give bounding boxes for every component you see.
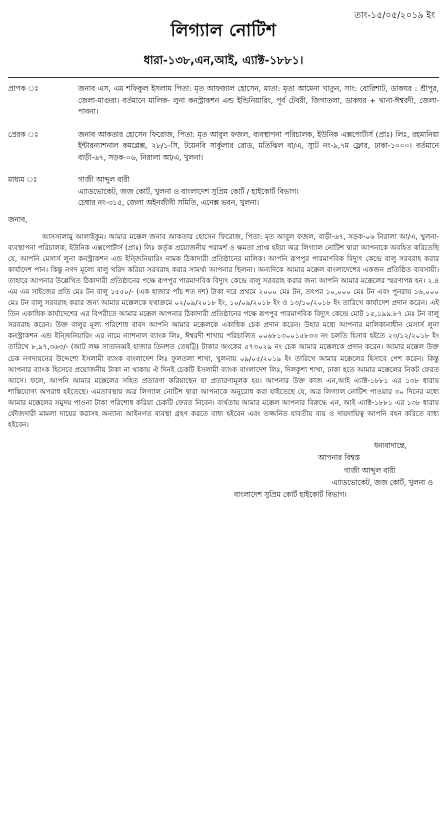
signatory-title-1: এ্যাডভোকেট, জজ কোর্ট, খুলনা ও xyxy=(332,477,433,487)
notice-body: আসসালামু আলাইকুম। আমার মক্কেল জনাব আকতার হোসেন ফিরোজ, পিতা: মৃত আবুল ফজল, বাড়ী-৬৭, সড়ক-০৬ নিরালা আ/এ, খুলনা- ব্যবস্থাপনা পরিচালক, ইউনিক এক্সপোর্টার্স (প্রাঃ) লিঃ কর্তৃক প্রয়োজনীয় পরামর্শ ও ক্ষমতা প্রাপ্ত হইয়া অত্র লিগ্যাল নোটিশ দ্বারা আপনাকে অবহিত করিতেছি যে, আপনি মেসার্স লুনা কনস্ট্রাকশন এন্ড ইন্জিনিয়ারিং নামক ঠিকাদারী প্রতিষ্ঠানের মালিক। আপনি রূপপুর পারমাণবিক বিদ্যুৎ কেন্দ্রে বালু সরবরাহ করার কার্যাদেশ পান। কিন্তু নগদ মূল্যে বালু খরিদ করিয়া সরবরাহ করার সামর্থ্য আপনার ছিলনা। অন্যদিকে আমার মক্কেল বাংলাদেশের একজন প্রতিষ্ঠিত ব্যবসায়ী। তাহারে আপনার উল্লেখিত ঠিকাদারী প্রতিষ্ঠানের পক্ষে রূপপুর পারমাণবিক বিদ্যুৎ কেন্দ্রে বালু সরবরাহ করার জন্য আপনি আমার মক্কেলের স্মরণাপন্ন হন। ২.৪ এম এম সাইজের প্রতি মেঃ টন বালু ১৫৫০/- (এক হাজার পাঁচ শত দশ) টাকা দরে প্রথমে ২০০০ মেঃ টন, তৎপর ১০,০০০ মেঃ টন এবং পুনরায় ১৬,০০০ মেঃ টন বালু সরবরাহ করার জন্য আমার মক্কেলকে যথাক্রমে ০২/০৯/২০১৮ ইং, ১০/০৯/২০১৮ ইং ও ১৩/১০/২০১৮ ইং তারিখে কার্যাদেশ প্রদান করেন। এই তিন একাধিক কার্যাদেশের এর বিপরীতে আমার মক্কেল আপনার ঠিকাদারী প্রতিষ্ঠানের পক্ষে রূপপুর পারমাণবিক বিদ্যুৎ কেন্দ্রে মোট ১৫,১৯৯.৮৭ মেঃ টন বালু সরবরাহ করেন। উক্ত বালুর মূল্য পরিশোধ বাবদ আপনি আমার মক্কেলকে একাধিক চেক প্রদান করেন। উহার মধ্যে আপনার মালিকানাধীন মেসার্স লুনা কনস্ট্রাকশন এন্ড ইন্জিনিয়ারিং এর নামে ন্যাশনাল ব্যাংক লিঃ, ঈশ্বরদী শাখায় পরিচালিত ০০৬৮১৩০০১৫৮৩৩ নং চলতি হিসাব হইতে ২৩/১২/২০১৮ ইং তারিখে ৮,৯৭,৩৬৩/- (আট লক্ষ সাতানব্বই হাজার তিনশত তেষট্টি) টাকার অংকের ৫৭৩০২৯ নং চেক আমার মক্কেলকে প্রদান করেন। আমার মক্কেল উক্ত চেক নগদায়নের উদ্দেশ্যে ইসলামী ব্যাংক বাংলাদেশ লিঃ ফুলতলা শাখা, খুলনায় ০৯/০৫/২০১৯ ইং তারিখে আমার মক্কেলের হিসাবে পেশ করেন। কিন্তু আপনার ব্যাংক হিসেবে প্রয়োজনীয় টাকা না থাকায় ঐ দিনই চেকটি ইসলামী ব্যাংক বাংলাদেশ লিঃ, দিলকুশা শাখা, ঢাকা হতে আমার মক্কেলের নিকট ফেরত আসে। ফলে, আপনি আমার মক্কেলের সহিত প্রতারণা করিয়াছেন যা প্রতারণামূলক হয়। আপনার উক্ত কাজ এন,আই এ্যাক্ট-১৮৮১ এর ১৩৮ ধারায় শাস্তিযোগ্য অপরাধ হইতেছে। এমতাবস্থায় অত্র লিগ্যাল নোটিশ দ্বারা আপনাকে অনুরোধ করা যাইতেছে যে, অত্র লিগ্যাল নোটিশ পাওয়ার ৩০ দিনের মধ্যে আমার মক্কেলের সমুদয় পাওনা টাকা পরিশোধ করিয়া চেকটি ফেরত নিবেন। ব্যর্থতায় আমার মক্কেল আপনার বিরুদ্ধে এন, আই এ্যাক্ট-১৮৮১ এর ১৩৮ ধারায় ফৌজদারী মামলা দায়ের করাসহ অন্যান্য আইনগত ব্যবস্থা গ্রহণ করতে বাধ্য হইবেন এবং তজ্জনিত যাবতীয় ব্যয় ও দায়দায়িত্ব আপনি বহন করিতে বাধ্য হইবেন। xyxy=(8,231,439,430)
closing-thanks: ধন্যবাদান্তে, xyxy=(374,441,407,451)
via-line2: এ্যাডভোকেট, জজ কোর্ট, খুলনা ও বাংলাদেশ সুপ্রিম কোর্ট / হাইকোর্ট বিভাগ। xyxy=(78,186,299,196)
recipient-label: প্রাপক ঃ xyxy=(8,84,39,93)
signatory-title-2: বাংলাদেশ সুপ্রিম কোর্ট হাইকোর্ট বিভাগ। xyxy=(234,490,347,499)
title-divider xyxy=(8,77,439,78)
sender-text: জনাব আকতার হোসেন ফিরোজ, পিতা: মৃত আবুল ফজল, ব্যবস্থাপনা পরিচালক, ইউনিক এক্সপোর্টার্স (প্রাঃ) লিঃ, রহমানিয়া ইন্টারন্যাশনাল কমপ্লেক্স, ২৮/১-সি, টয়েনবি সার্কুলার রোড, মতিঝিল বা/এ, স্যুট নং-৯,৭ম ফ্লোর, ঢাকা-১০০০। বর্তমানে বাড়ী-৬৭, সড়ক-০৬, নিরালা আ/এ, খুলনা। xyxy=(78,129,439,162)
via-text xyxy=(78,174,439,209)
recipient-text: জনাব এস, এম শফিকুল ইসলাম পিতা: মৃত আফজাল হোসেন, মাতা: মৃতা আমেনা খাতুন, সাং: বোরিশাট, ডাকঘর : শ্রীপুর, জেলা-মাগুরা। বর্তমানে মালিক- লুনা কনস্ট্রাকশন এন্ড ইন্ডিনিয়ারিং, পূর্ব টেবরী, জিগাতলা, ডাকঘর + থানা-ঈশ্বরদী, জেলা-পাবনা। xyxy=(78,84,439,116)
recipient-block xyxy=(8,83,439,118)
via-line3: চেম্বার নং-৩১৫, জেলা অইনজীবী সমিতি, এনেক্স ভবন, খুলনা। xyxy=(78,198,260,207)
sender-block xyxy=(8,129,439,164)
via-name: গাজী আব্দুল বারী xyxy=(78,175,130,184)
notice-title: লিগ্যাল নোটিশ xyxy=(170,21,277,41)
sender-label: প্রেরক ঃ xyxy=(8,129,39,139)
notice-subtitle: ধারা-১৩৮,এন,আই, এ্যাক্ট-১৮৮১। xyxy=(143,53,304,67)
via-block xyxy=(8,174,439,209)
salutation: জনাব, xyxy=(8,214,28,224)
signoff-block xyxy=(8,440,439,501)
closing-yours: আপনার বিশ্বস্ত xyxy=(318,453,360,463)
signatory-name: গাজী আব্দুল বারী xyxy=(344,465,396,475)
via-label: মাধ্যম ঃ xyxy=(8,175,38,184)
notice-date: তাং-১৫/০৫/২০১৯ ইং xyxy=(354,11,435,21)
